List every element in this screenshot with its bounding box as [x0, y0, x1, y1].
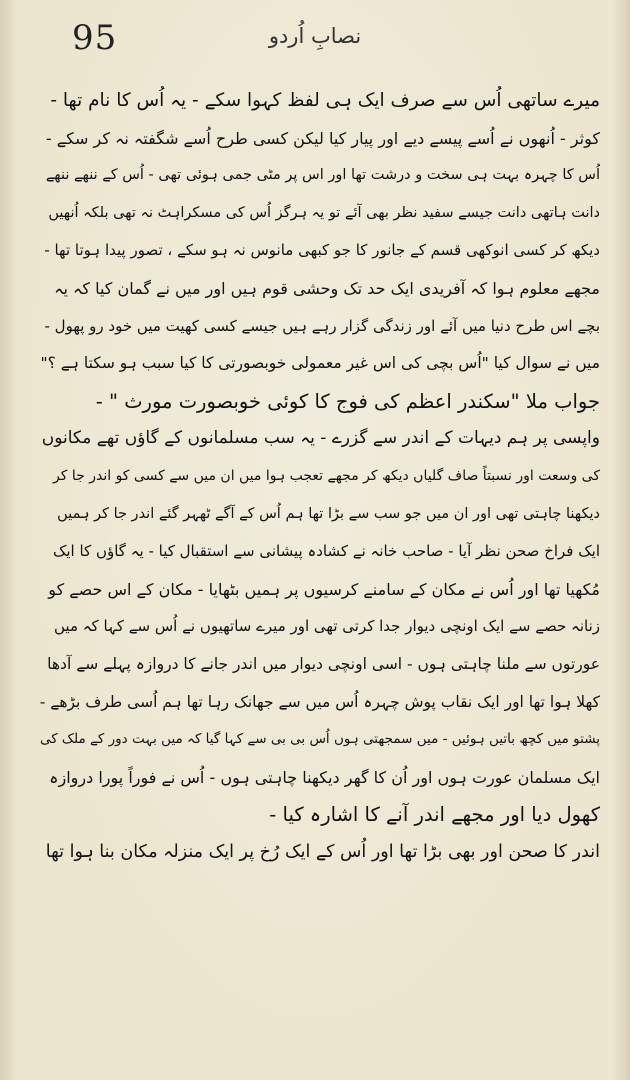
- text-line: پشتو میں کچھ باتیں ہوئیں - میں سمجھتی ہوں اُس بی بی سے کہا گیا کہ میں بہت دور کے ملک کی: [40, 731, 600, 748]
- text-line: زنانہ حصے سے ایک اونچی دیوار جدا کرتی تھی اور میرے ساتھیوں نے اُس سے کہا کہ میں: [54, 617, 600, 636]
- text-line: کی وسعت اور نسبتاً صاف گلیاں دیکھ کر مجھے تعجب ہوا میں ان میں سے کسی کو اندر جا کر: [53, 467, 600, 484]
- text-line: جواب ملا "سکندر اعظم کی فوج کا کوئی خوبصورت مورث " -: [95, 389, 600, 413]
- page-number: 95: [72, 18, 118, 58]
- text-line: دانت ہاتھی دانت جیسے سفید نظر بھی آئے تو یہ ہرگز اُس کی مسکراہٹ نہ تھی بلکہ اُنھیں: [48, 204, 600, 221]
- body-text: [40, 82, 600, 871]
- text-line: واپسی پر ہم دیہات کے اندر سے گزرے - یہ سب مسلمانوں کے گاؤں تھے مکانوں: [41, 428, 600, 449]
- text-line: میرے ساتھی اُس سے صرف ایک ہی لفظ کہوا سکے - یہ اُس کا نام تھا -: [50, 90, 600, 111]
- text-line: کوثر - اُنھوں نے اُسے پیسے دیے اور پیار کیا لیکن کسی طرح اُسے شگفتہ نہ کر سکے -: [45, 128, 600, 148]
- text-line: مُکھیا تھا اور اُس نے مکان کے سامنے کرسیوں پر ہمیں بٹھایا - مکان کے اس حصے کو: [48, 579, 600, 599]
- text-line: اندر کا صحن اور بھی بڑا تھا اور اُس کے ایک رُخ پر ایک منزلہ مکان بنا ہوا تھا: [45, 841, 600, 862]
- text-line: ایک مسلمان عورت ہوں اور اُن کا گھر دیکھنا چاہتی ہوں - اُس نے فوراً پورا دروازہ: [49, 767, 600, 787]
- text-line: ایک فراخ صحن نظر آیا - صاحب خانہ نے کشادہ پیشانی سے استقبال کیا - یہ گاؤں کا ایک: [52, 542, 600, 561]
- text-line: عورتوں سے ملنا چاہتی ہوں - اسی اونچی دیوار میں اندر جانے کا دروازہ پہلے سے آدھا: [47, 654, 600, 673]
- text-line: بچے اس طرح دنیا میں آئے اور زندگی گزار رہے ہیں جیسے کسی کھیت میں خود رو پھول -: [44, 316, 600, 335]
- text-line: اُس کا چہرہ بہت ہی سخت و درشت تھا اور اس پر مٹی جمی ہوئی تھی - اُس کے ننھے ننھے: [45, 167, 600, 184]
- text-line: میں نے سوال کیا "اُس بچی کی اس غیر معمولی خوبصورتی کا کیا سبب ہو سکتا ہے ؟": [40, 354, 600, 373]
- running-head: نصابِ اُردو: [268, 24, 362, 48]
- text-line: کھلا ہوا تھا اور ایک نقاب پوش چہرہ اُس میں سے جھانک رہا تھا ہم اُسی طرف بڑھے -: [40, 692, 600, 711]
- text-line: دیکھنا چاہتی تھی اور ان میں جو سب سے بڑا تھا ہم اُس کے آگے ٹھہر گئے اندر جا کر ہمیں: [57, 505, 600, 522]
- page-header: [0, 14, 630, 64]
- text-line: مجھے معلوم ہوا کہ آفریدی ایک حد تک وحشی قوم ہیں اور میں نے گمان کیا کہ یہ: [54, 278, 600, 298]
- text-line: کھول دیا اور مجھے اندر آنے کا اشارہ کیا -: [269, 803, 600, 827]
- text-line: دیکھ کر کسی انوکھی قسم کے جانور کا جو کبھی مانوس نہ ہو سکے ، تصور پیدا ہوتا تھا -: [44, 241, 600, 260]
